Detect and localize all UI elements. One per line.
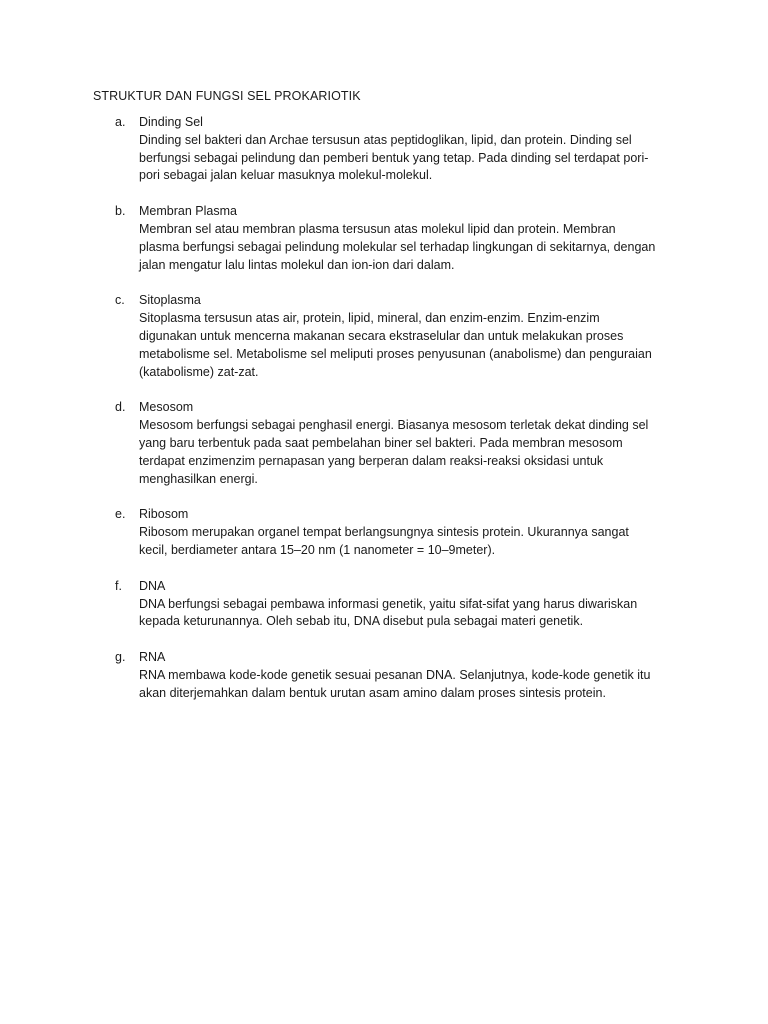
body-line: Sitoplasma tersusun atas air, protein, lipid, mineral, dan enzim-enzim. Enzim-enzim <box>139 311 600 326</box>
section-mesosom <box>93 399 693 488</box>
section-body <box>139 417 693 488</box>
section-list <box>93 114 693 721</box>
body-line: Mesosom berfungsi sebagai penghasil energi. Biasanya mesosom terletak dekat dinding sel <box>139 418 649 433</box>
body-line: metabolisme sel. Metabolisme sel meliputi proses penyusunan (anabolisme) dan penguraian <box>139 346 652 361</box>
body-line: (katabolisme) zat-zat. <box>139 364 259 379</box>
body-line: RNA membawa kode-kode genetik sesuai pesanan DNA. Selanjutnya, kode-kode genetik itu <box>139 667 651 682</box>
body-line: berfungsi sebagai pelindung dan pemberi bentuk yang tetap. Pada dinding sel terdapat pori- <box>139 150 649 165</box>
body-line: akan diterjemahkan dalam bentuk urutan asam amino dalam proses sintesis protein. <box>139 685 606 700</box>
body-line: pori sebagai jalan keluar masuknya molekul-molekul. <box>139 168 433 183</box>
body-line: jalan mengatur lalu lintas molekul dan ion-ion dari dalam. <box>139 257 455 272</box>
section-membran-plasma <box>93 203 693 274</box>
body-line: yang baru terbentuk pada saat pembelahan biner sel bakteri. Pada membran mesosom <box>139 435 623 450</box>
section-letter: b. <box>115 204 126 219</box>
section-ribosom <box>93 506 693 559</box>
body-line: plasma berfungsi sebagai pelindung molekular sel terhadap lingkungan di sekitarnya, dengan <box>139 239 656 254</box>
section-heading: Sitoplasma <box>139 293 201 308</box>
section-dinding-sel <box>93 114 693 185</box>
document-title: STRUKTUR DAN FUNGSI SEL PROKARIOTIK <box>93 89 361 103</box>
body-line: menghasilkan energi. <box>139 471 258 486</box>
body-line: kepada keturunannya. Oleh sebab itu, DNA disebut pula sebagai materi genetik. <box>139 614 584 629</box>
section-rna <box>93 649 693 702</box>
section-body <box>139 524 693 560</box>
section-body <box>139 596 693 632</box>
section-body <box>139 221 693 274</box>
body-line: Membran sel atau membran plasma tersusun atas molekul lipid dan protein. Membran <box>139 221 616 236</box>
section-heading: DNA <box>139 578 166 593</box>
body-line: Dinding sel bakteri dan Archae tersusun atas peptidoglikan, lipid, dan protein. Dinding sel <box>139 132 632 147</box>
section-letter: f. <box>115 578 122 593</box>
section-body <box>139 132 693 185</box>
section-body <box>139 667 693 703</box>
body-line: DNA berfungsi sebagai pembawa informasi genetik, yaitu sifat-sifat yang harus diwariskan <box>139 596 638 611</box>
section-letter: d. <box>115 400 126 415</box>
section-heading: Membran Plasma <box>139 204 237 219</box>
body-line: kecil, berdiameter antara 15–20 nm (1 nanometer = 10–9meter). <box>139 542 496 557</box>
section-heading: Ribosom <box>139 507 189 522</box>
section-dna <box>93 578 693 631</box>
section-heading: RNA <box>139 650 166 665</box>
section-letter: c. <box>115 293 125 308</box>
section-body <box>139 310 693 381</box>
body-line: digunakan untuk mencerna makanan secara ekstraselular dan untuk melakukan proses <box>139 328 624 343</box>
section-heading: Dinding Sel <box>139 115 203 129</box>
section-letter: a. <box>115 115 126 129</box>
section-letter: g. <box>115 650 126 665</box>
section-letter: e. <box>115 507 126 522</box>
section-sitoplasma <box>93 292 693 381</box>
section-heading: Mesosom <box>139 400 194 415</box>
body-line: terdapat enzimenzim pernapasan yang berperan dalam reaksi-reaksi oksidasi untuk <box>139 453 604 468</box>
body-line: Ribosom merupakan organel tempat berlangsungnya sintesis protein. Ukurannya sangat <box>139 525 629 540</box>
